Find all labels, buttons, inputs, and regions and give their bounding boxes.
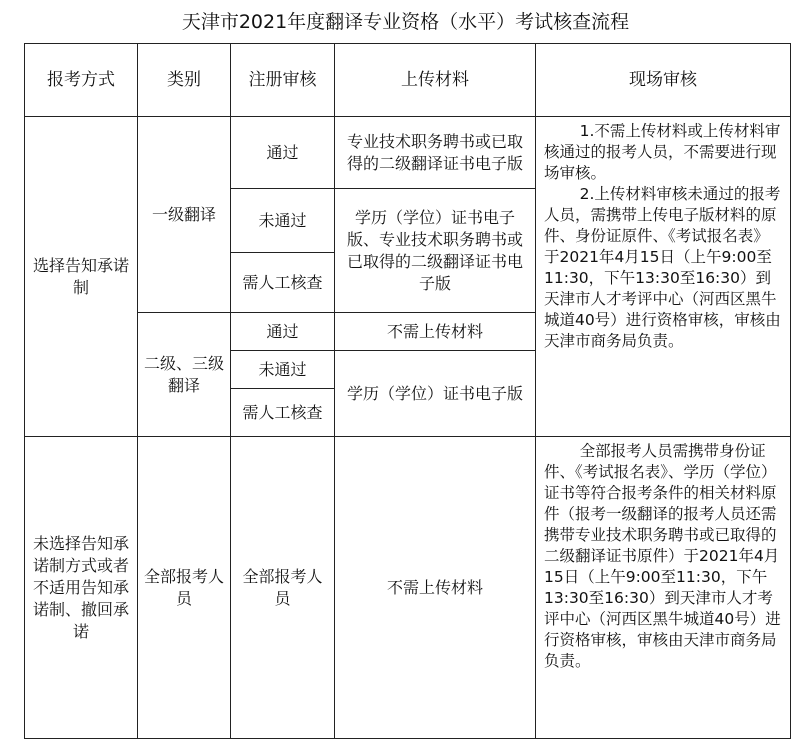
upload-level23-pass: 不需上传材料 (335, 313, 536, 351)
registration-all: 全部报考人员 (231, 437, 335, 739)
upload-level1-pass: 专业技术职务聘书或已取得的二级翻译证书电子版 (335, 117, 536, 189)
registration-fail: 未通过 (231, 351, 335, 389)
header-onsite: 现场审核 (536, 44, 791, 117)
registration-pass: 通过 (231, 313, 335, 351)
verification-table (24, 43, 791, 739)
upload-level23-fail: 学历（学位）证书电子版 (335, 351, 536, 437)
category-level1: 一级翻译 (138, 117, 231, 313)
category-level23: 二级、三级翻译 (138, 313, 231, 437)
table-row (25, 117, 791, 189)
registration-fail: 未通过 (231, 189, 335, 253)
onsite-no-commitment (536, 437, 791, 739)
onsite-commitment (536, 117, 791, 437)
page-title: 天津市2021年度翻译专业资格（水平）考试核查流程 (181, 11, 630, 33)
onsite-paragraph-1: 1.不需上传材料或上传材料审核通过的报考人员，不需要进行现场审核。 (544, 122, 781, 182)
onsite-paragraph: 全部报考人员需携带身份证件、《考试报名表》、学历（学位）证书等符合报考条件的相关材料原件（报考一级翻译的报考人员还需携带专业技术职务聘书或已取得的二级翻译证书原件）于2021年4月15日（上午9:00至11:30，下午13:30至16:30）到天津市人才考评中心（河西区黑牛城道40号）进行资格审核，审核由天津市商务局负责。 (544, 442, 781, 670)
registration-manual: 需人工核查 (231, 253, 335, 313)
upload-level1-fail: 学历（学位）证书电子版、专业技术职务聘书或已取得的二级翻译证书电子版 (335, 189, 536, 313)
upload-none: 不需上传材料 (335, 437, 536, 739)
header-registration: 注册审核 (231, 44, 335, 117)
table-row (25, 437, 791, 739)
onsite-paragraph-2: 2.上传材料审核未通过的报考人员，需携带上传电子版材料的原件、身份证原件、《考试报名表》于2021年4月15日（上午9:00至11:30，下午13:30至16:30）到天津市人才考评中心（河西区黑牛城道40号）进行资格审核，审核由天津市商务局负责。 (544, 185, 781, 350)
category-all: 全部报考人员 (138, 437, 231, 739)
method-no-commitment: 未选择告知承诺制方式或者不适用告知承诺制、撤回承诺 (25, 437, 138, 739)
registration-manual: 需人工核查 (231, 389, 335, 437)
registration-pass: 通过 (231, 117, 335, 189)
method-commitment: 选择告知承诺制 (25, 117, 138, 437)
header-category: 类别 (138, 44, 231, 117)
header-method: 报考方式 (25, 44, 138, 117)
header-row (25, 44, 791, 117)
header-upload: 上传材料 (335, 44, 536, 117)
